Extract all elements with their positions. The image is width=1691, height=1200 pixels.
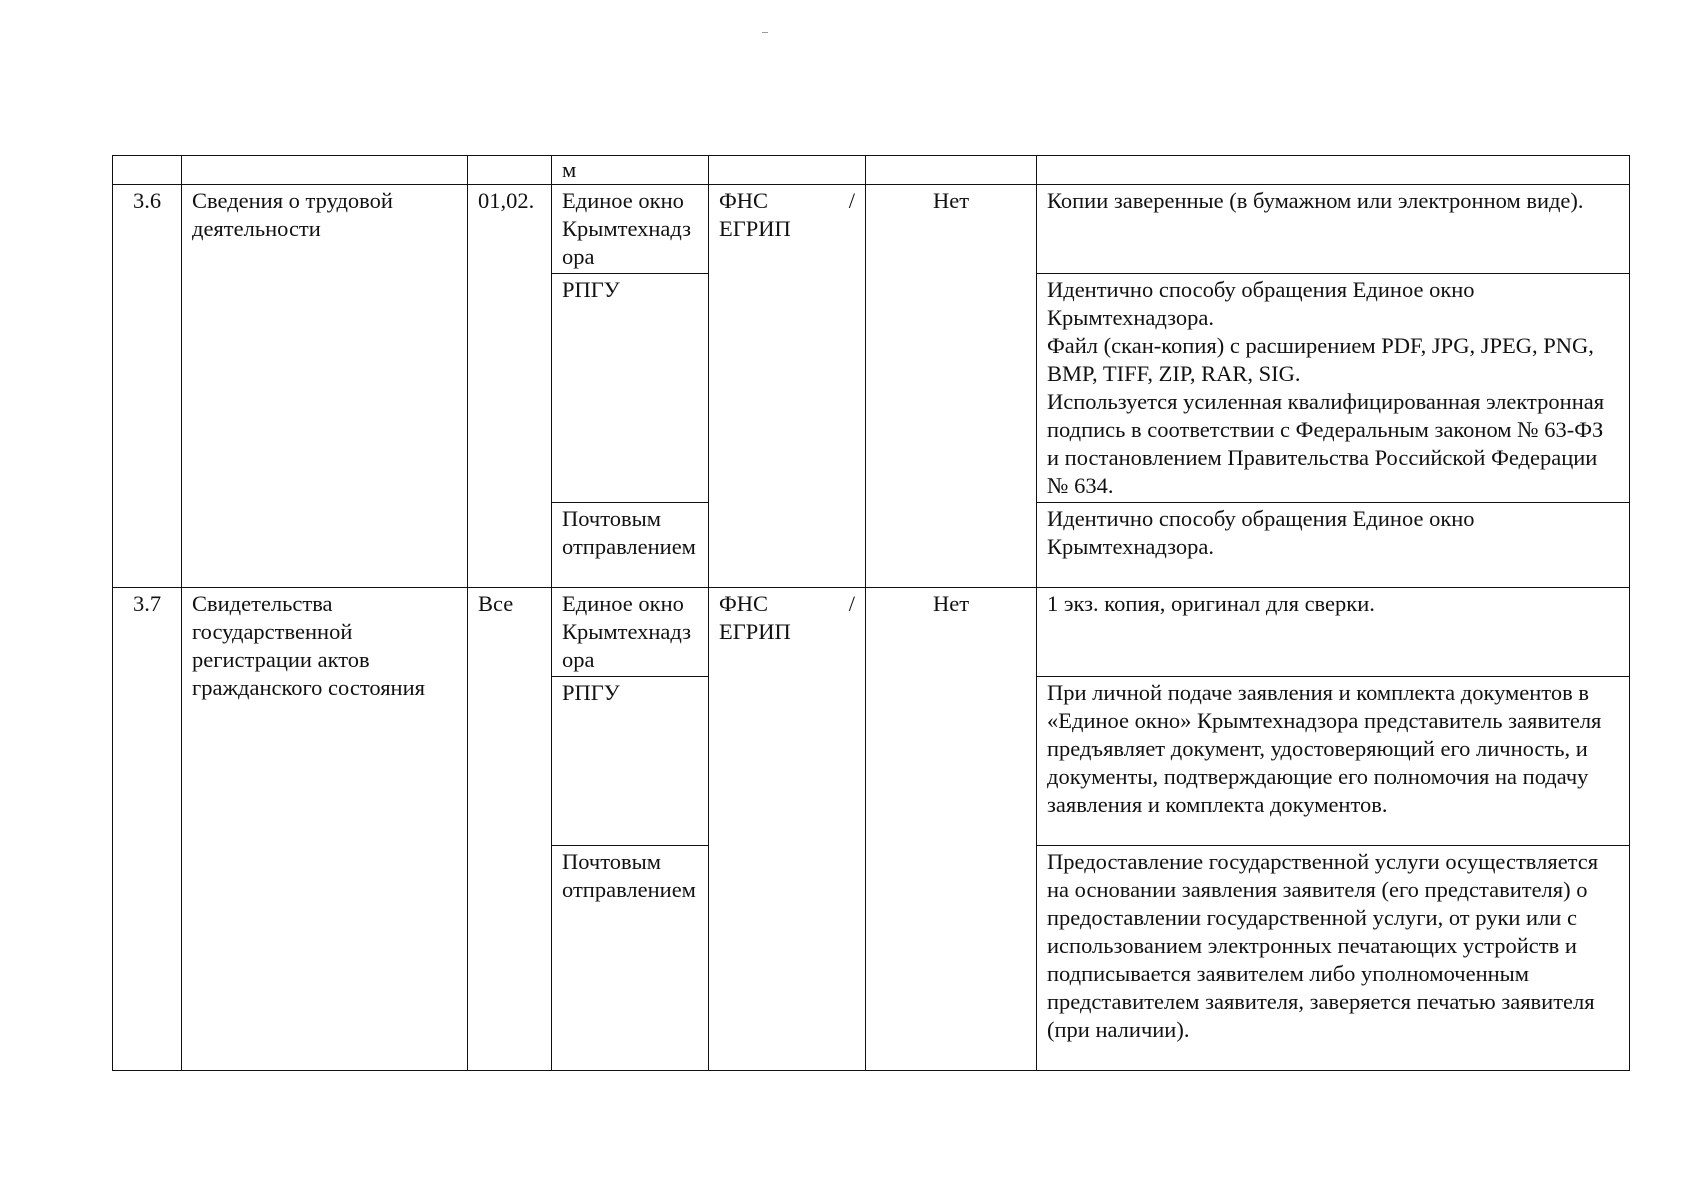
applicant-categories: Все [468,588,552,1071]
document-name: Сведения о трудовой деятельности [182,185,468,588]
page-scan-mark [762,32,768,33]
requirement-text: При личной подаче заявления и комплекта документов в «Единое окно» Крымтехнадзора представитель заявителя предъявляет документ, удостоверяющий его личность, и документы, подтверждающие его полномочия на подачу заявления и комплекта документов. [1047,680,1602,817]
row-number: 3.6 [113,185,182,588]
submission-method: Единое окно Крымтехнадзора [552,588,709,677]
submission-method: Почтовым отправлением [552,503,709,588]
agency-registry: ЕГРИП [719,216,791,241]
agency-name: ФНС [719,591,769,616]
table-row [113,588,1630,677]
requirement-text: Идентично способу обращения Единое окно Крымтехнадзора. [1047,506,1475,559]
agency-cell [709,185,866,588]
submission-method: Единое окно Крымтехнадзора [552,185,709,274]
table-row [113,185,1630,274]
check-required: Нет [866,185,1037,588]
requirements-cell [1037,588,1630,677]
check-required: Нет [866,588,1037,1071]
carryover-num-cell [113,156,182,185]
carryover-method-cell: м [552,156,709,185]
carryover-agency-cell [709,156,866,185]
submission-method: Почтовым отправлением [552,846,709,1071]
document-name: Свидетельства государственной регистрации актов гражданского состояния [182,588,468,1071]
requirement-text: Файл (скан-копия) с расширением PDF, JPG, JPEG, PNG, BMP, TIFF, ZIP, RAR, SIG. [1047,333,1594,386]
requirement-text: Предоставление государственной услуги осуществляется на основании заявления заявителя (его представителя) о предоставлении государственной услуги, от руки или с использованием электронных печатающих устройств и подписывается заявителем либо уполномоченным представителем заявителя, заверяется печатью заявителя (при наличии). [1047,849,1599,1042]
agency-cell [709,588,866,1071]
agency-separator: / [848,591,855,616]
requirements-cell [1037,274,1630,503]
carryover-check-cell [866,156,1037,185]
submission-method: РПГУ [552,677,709,846]
carryover-requirements-cell [1037,156,1630,185]
submission-method: РПГУ [552,274,709,503]
applicant-categories: 01,02. [468,185,552,588]
requirement-text: 1 экз. копия, оригинал для сверки. [1047,591,1375,616]
requirements-cell [1037,503,1630,588]
requirement-text: Копии заверенные (в бумажном или электронном виде). [1047,188,1584,213]
agency-name: ФНС [719,188,769,213]
carryover-name-cell [182,156,468,185]
row-number: 3.7 [113,588,182,1071]
document-table [112,155,1630,1071]
requirements-cell [1037,846,1630,1071]
requirements-cell [1037,677,1630,846]
carryover-categories-cell [468,156,552,185]
carryover-row [113,156,1630,185]
requirement-text: Идентично способу обращения Единое окно Крымтехнадзора. [1047,277,1475,330]
requirements-cell [1037,185,1630,274]
requirement-text: Используется усиленная квалифицированная электронная подпись в соответствии с Федеральным законом № 63-ФЗ и постановлением Правительства Российской Федерации № 634. [1047,389,1605,498]
agency-separator: / [848,188,855,213]
agency-registry: ЕГРИП [719,619,791,644]
